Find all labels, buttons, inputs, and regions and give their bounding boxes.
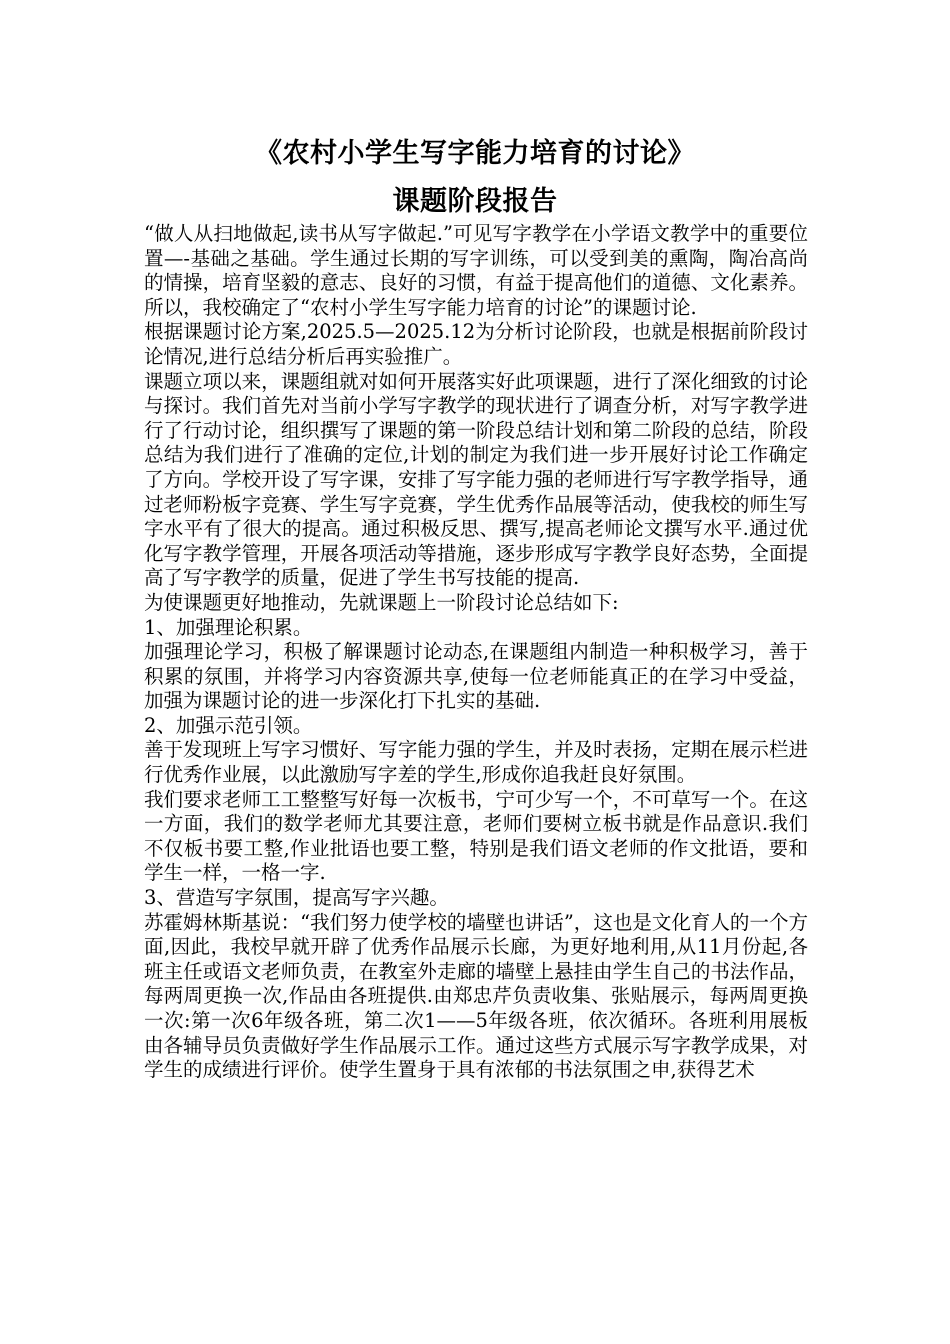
document-title: 《农村小学生写字能力培育的讨论》 — [255, 138, 695, 169]
document-subtitle: 课题阶段报告 — [392, 186, 558, 217]
paragraph-summary-lead: 为使课题更好地推动，先就课题上一阶段讨论总结如下: — [144, 590, 619, 614]
paragraph-plan: 根据课题讨论方案,2025.5—2025.12为分析讨论阶段，也就是根据前阶段讨论情况,进行总结分析后再实验推广。 — [144, 320, 808, 368]
section-heading-2: 2、加强示范引领。 — [144, 713, 313, 737]
section-heading-1: 1、加强理论积累。 — [144, 615, 313, 639]
paragraph-atmosphere: 苏霍姆林斯基说：“我们努力使学校的墙壁也讲话”，这也是文化育人的一个方面,因此，我校早就开辟了优秀作品展示长廊，为更好地利用,从11月份起,各班主任或语文老师负责，在教室外走廊的墙壁上悬挂由学生自己的书法作品，每两周更换一次,作品由各班提供.由郑忠芹负责收集、张贴展示，每两周更换一次:第一次6年级各班，第二次1——5年级各班，依次循环。各班利用展板由各辅导员负责做好学生作品展示工作。通过这些方式展示写字教学成果，对学生的成绩进行评价。使学生置身于具有浓郁的书法氛围之申,获得艺术 — [144, 910, 808, 1082]
paragraph-demonstration: 善于发现班上写字习惯好、写字能力强的学生，并及时表扬，定期在展示栏进行优秀作业展，以此激励写字差的学生,形成你追我赶良好氛围。 — [144, 738, 808, 787]
section-heading-3: 3、营造写字氛围，提高写字兴趣。 — [144, 886, 449, 910]
paragraph-theory: 加强理论学习，积极了解课题讨论动态,在课题组内制造一种积极学习，善于积累的氛围，并将学习内容资源共享,使每一位老师能真正的在学习中受益，加强为课题讨论的进一步深化打下扎实的基础. — [144, 640, 808, 713]
paragraph-progress: 课题立项以来，课题组就对如何开展落实好此项课题，进行了深化细致的讨论与探讨。我们首先对当前小学写字教学的现状进行了调查分析，对写字教学进行了行动讨论，组织撰写了课题的第一阶段总结计划和第二阶段的总结，阶段总结为我们进行了准确的定位,计划的制定为我们进一步开展好讨论工作确定了方向。学校开设了写字课，安排了写字能力强的老师进行写字教学指导，通过老师粉板字竞赛、学生写字竞赛，学生优秀作品展等活动，使我校的师生写字水平有了很大的提高。通过积极反思、撰写,提高老师论文撰写水平.通过优化写字教学管理，开展各项活动等措施，逐步形成写字教学良好态势，全面提高了写字教学的质量，促进了学生书写技能的提高. — [144, 369, 808, 590]
document-body — [144, 222, 808, 1083]
paragraph-intro: “做人从扫地做起,读书从写字做起.”可见写字教学在小学语文教学中的重要位置—-基础之基础。学生通过长期的写字训练，可以受到美的熏陶，陶冶高尚的情操，培育坚毅的意志、良好的习惯，有益于提高他们的道德、文化素养。所以，我校确定了“农村小学生写字能力培育的讨论”的课题讨论. — [144, 222, 808, 319]
paragraph-blackboard: 我们要求老师工工整整写好每一次板书，宁可少写一个，不可草写一个。在这一方面，我们的数学老师尤其要注意，老师们要树立板书就是作品意识.我们不仅板书要工整,作业批语也要工整，特别是我们语文老师的作文批语，要和学生一样，一格一字. — [144, 787, 808, 885]
